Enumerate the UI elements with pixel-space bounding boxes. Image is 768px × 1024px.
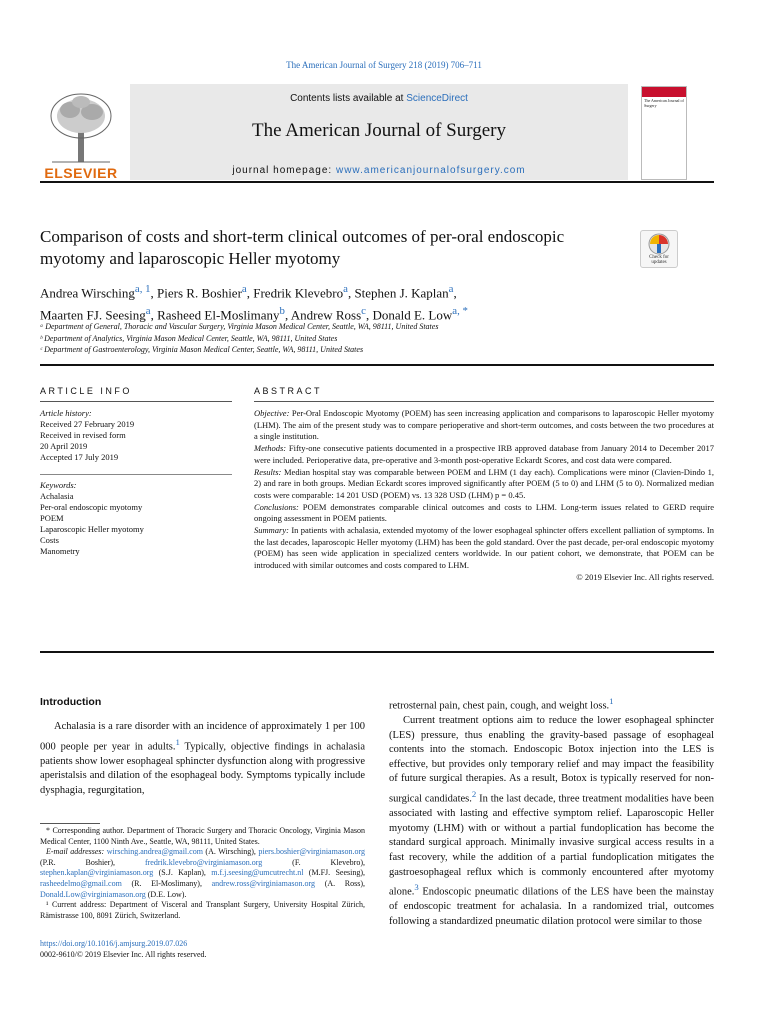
doi-link[interactable]: https://doi.org/10.1016/j.amjsurg.2019.07.026: [40, 939, 188, 948]
journal-title: The American Journal of Surgery: [252, 120, 506, 141]
email-owner: (F. Klevebro),: [262, 857, 365, 867]
body-column-right: [389, 694, 714, 929]
email-link[interactable]: fredrik.klevebro@virginiamason.org: [144, 857, 263, 867]
abstract-text: In patients with achalasia, extended myotomy of the lower esophageal sphincter offers excellent palliation of symptoms. In the last decades, laparoscopic Heller myotomy (LHM) has been the gold standard. Over the past decade, per-oral endoscopic myotomy (POEM) has seen wide application in specialized centers worldwide. In our patient cohort, we demonstrate, that POEM can be introduced with similar outcomes and costs compared to LHM.: [254, 525, 714, 571]
title-rule: [40, 364, 714, 366]
email-addresses: [40, 847, 365, 900]
author-affiliation-mark[interactable]: a: [241, 283, 247, 295]
footnote-rule: [40, 823, 100, 824]
keyword: Costs: [40, 535, 59, 545]
reference-link[interactable]: 2: [471, 789, 477, 800]
author-affiliation-mark[interactable]: a, *: [452, 305, 468, 318]
author-name[interactable]: Stephen J. Kaplan: [354, 285, 449, 301]
footnotes: [40, 826, 365, 921]
body-text: Typically, objective findings in achalasia patients show lower esophageal sphincter dysfunction along with progressive aperistalsis and dilation of the esophageal body. Symptoms typically include dysphagia, regurgitation,: [40, 741, 365, 796]
author-name[interactable]: Maarten FJ. Seesing: [40, 307, 146, 323]
abstract-rule: [254, 401, 714, 402]
keywords: [40, 480, 232, 557]
corresponding-author-note: * Corresponding author. Department of Thoracic Surgery and Thoracic Oncology, Virginia Mason Medical Center, 1100 Ninth Ave., Seattle, WA, 98111, United States.: [40, 826, 365, 846]
author-affiliation-mark[interactable]: c: [361, 305, 366, 318]
body-paragraph: [389, 694, 714, 714]
email-link[interactable]: wirsching.andrea@gmail.com: [106, 847, 203, 857]
email-link[interactable]: piers.boshier@virginiamason.org: [258, 847, 366, 857]
crossmark-label: Check for updates: [649, 255, 669, 265]
history-item: Received 27 February 2019: [40, 419, 135, 429]
email-owner: (S.J. Kaplan),: [153, 868, 212, 878]
email-label: E-mail addresses:: [46, 847, 105, 857]
elsevier-wordmark: ELSEVIER: [44, 165, 118, 181]
email-owner: (A. Wirsching),: [202, 847, 259, 857]
author-affiliation-mark[interactable]: a, 1: [134, 283, 151, 295]
author-affiliation-mark[interactable]: a: [448, 283, 454, 295]
abstract-text: Fifty-one consecutive patients documented in a prospective IRB approved database from January 2014 to December 2017 were included. Perioperative data, pre-operative and 3-month post-operative Eckardt Scores, and cost data were compared.: [254, 443, 714, 465]
author-name[interactable]: Andrew Ross: [290, 307, 362, 323]
reference-link[interactable]: 3: [414, 882, 419, 893]
abstract-label: Objective:: [254, 408, 290, 418]
homepage-link[interactable]: www.americanjournalofsurgery.com: [335, 165, 526, 176]
homepage-prefix: journal homepage:: [232, 165, 336, 176]
body-text: retrosternal pain, chest pain, cough, and weight loss.: [389, 700, 610, 712]
body-text: Endoscopic pneumatic dilations of the LES have been the mainstay of endoscopic treatment for achalasia. In a randomized trial, outcomes following a standardized pneumatic dilation protocol were similar to those: [389, 886, 714, 927]
author-list: Andrea Wirsching$^{a, 1}$, Piers R. Boshier$^a$, Fredrik Klevebro$^a$, Stephen J. Kaplan$^a$, Maarten FJ. Seesing$^a$, Rasheed El-Moslimany$^b$, Andrew Ross$^c$, Donald E. Low$^{a, *}$: [40, 283, 468, 323]
email-link[interactable]: m.f.j.seesing@umcutrecht.nl: [211, 868, 304, 878]
abstract-heading: ABSTRACT: [254, 386, 323, 396]
affiliations: [40, 321, 720, 356]
affiliation-c: ᶜ Department of Gastroenterology, Virginia Mason Medical Center, Seattle, WA, 98111, United States: [40, 345, 364, 354]
author-affiliation-mark[interactable]: a: [145, 305, 151, 318]
article-info-rule: [40, 401, 232, 402]
email-link[interactable]: Donald.Low@virginiamason.org: [40, 889, 146, 899]
crossmark-icon: [641, 231, 677, 257]
check-for-updates-button[interactable]: [640, 230, 678, 268]
abstract-text: POEM demonstrates comparable clinical outcomes and costs to LHM. Long-term issues related to GERD require ongoing assessment in POEM patients.: [254, 501, 714, 524]
doi-block: [40, 938, 207, 960]
email-owner: (D.E. Low).: [145, 889, 187, 899]
header-rule: [40, 181, 714, 183]
author-name[interactable]: Rasheed El-Moslimany: [157, 307, 280, 323]
body-column-left: [40, 720, 365, 798]
reference-link[interactable]: 1: [175, 736, 180, 747]
abstract-results: [254, 467, 714, 502]
author-affiliation-mark[interactable]: b: [279, 305, 285, 318]
email-owner: (R. El-Moslimany),: [121, 878, 212, 888]
email-owner: (P.R. Boshier),: [40, 857, 145, 867]
body-paragraph: [389, 714, 714, 929]
current-address-note: ¹ Current address: Department of Visceral and Transplant Surgery, University Hospital Zürich, Rämistrasse 100, 8091 Zürich, Switzerland.: [40, 900, 365, 920]
body-text: In the last decade, three treatment modalities have been associated with lasting and effective symptom relief. Laparoscopic Heller myotomy (LHM) with or without a partial fundoplication has become the standard surgical approach. Minimally invasive surgical access results in a fast recovery, while the addition of a partial fundoplication mitigates the gastroesophageal reflux which is commonly encountered after myotomy alone.: [389, 793, 714, 898]
abstract-summary: [254, 525, 714, 572]
affiliation-b: ᵇ Department of Analytics, Virginia Mason Medical Center, Seattle, WA, 98111, United States: [40, 333, 338, 343]
abstract-label: Conclusions:: [254, 501, 299, 512]
journal-citation[interactable]: The American Journal of Surgery 218 (2019) 706–711: [286, 60, 482, 70]
article-history: [40, 408, 232, 463]
keyword: Per-oral endoscopic myotomy: [40, 502, 143, 512]
email-owner: (A. Ross),: [315, 878, 365, 888]
abstract-label: Results:: [254, 466, 282, 477]
abstract-label: Summary:: [254, 525, 289, 536]
keyword: POEM: [40, 513, 64, 523]
history-item: 20 April 2019: [40, 441, 88, 451]
abstract-body: [254, 408, 714, 584]
cover-title: The American Journal of Surgery: [644, 98, 684, 108]
abstract-copyright: © 2019 Elsevier Inc. All rights reserved.: [576, 571, 714, 582]
cover-band: [642, 87, 686, 97]
history-label: Article history:: [40, 408, 92, 418]
author-name[interactable]: Donald E. Low: [372, 307, 453, 323]
keyword: Achalasia: [40, 491, 74, 501]
journal-homepage: [130, 165, 628, 176]
abstract-objective: [254, 408, 714, 443]
author-affiliation-mark[interactable]: a: [343, 283, 348, 295]
body-text: Current treatment options aim to reduce the lower esophageal sphincter (LES) pressure, thus enabling the gravity-based passage of esophageal contents into the stomach. Endoscopic Botox injection into the LES is effective, but provides only temporary relief and may impact the feasibility of future surgical therapies. As a result, Botox is typically reserved for non-surgical candidates.: [389, 715, 714, 805]
email-owner: (M.FJ. Seesing),: [303, 868, 365, 878]
keyword: Manometry: [40, 546, 80, 556]
body-paragraph: [40, 720, 365, 798]
keyword: Laparoscopic Heller myotomy: [40, 524, 144, 534]
abstract-methods: [254, 443, 714, 466]
history-item: Accepted 17 July 2019: [40, 452, 119, 462]
contents-line: [130, 93, 628, 104]
author-name[interactable]: Andrea Wirsching: [40, 285, 135, 301]
sciencedirect-link[interactable]: ScienceDirect: [406, 93, 468, 104]
email-link[interactable]: stephen.kaplan@virginiamason.org: [40, 868, 154, 878]
email-link[interactable]: andrew.ross@virginiamason.org: [211, 878, 316, 888]
email-link[interactable]: rasheedelmo@gmail.com: [40, 878, 122, 888]
abstract-label: Methods:: [254, 443, 287, 454]
abstract-conclusions: [254, 502, 714, 525]
author-name[interactable]: Piers R. Boshier: [157, 285, 242, 301]
issn-line: 0002-9610/© 2019 Elsevier Inc. All rights reserved.: [40, 950, 207, 959]
keywords-label: Keywords:: [40, 480, 77, 490]
keywords-rule: [40, 474, 232, 475]
article-info-heading: ARTICLE INFO: [40, 386, 132, 396]
introduction-heading: Introduction: [40, 696, 102, 708]
body-text: Achalasia is a rare disorder with an incidence of approximately 1 per 100 000 people per year in adults.: [40, 721, 365, 753]
reference-link[interactable]: 1: [609, 696, 614, 706]
abstract-text: Per-Oral Endoscopic Myotomy (POEM) has seen increasing application and comparisons to laparoscopic Heller myotomy (LHM). The aim of the present study was to compare perioperative and short-term outcomes, and costs between the two procedures at a single institution.: [254, 408, 714, 442]
affiliation-a: ᵃ Department of General, Thoracic and Vascular Surgery, Virginia Mason Medical Center, Seattle, WA, 98111, United States: [40, 322, 439, 331]
author-name[interactable]: Fredrik Klevebro: [253, 285, 344, 301]
article-title: Comparison of costs and short-term clinical outcomes of per-oral endoscopic myotomy and laparoscopic Heller myotomy: [40, 227, 565, 268]
history-item: Received in revised form: [40, 430, 126, 440]
abstract-bottom-rule: [40, 651, 714, 653]
contents-prefix: Contents lists available at: [290, 93, 407, 104]
abstract-text: Median hospital stay was comparable between POEM and LHM (1 day each). Complications were minor (Clavien-Dindo 1, 2) and rare in both groups. Median Eckardt scores improved significantly after POEM (5 to 0) and LHM (5 to 0). Normalized median costs were comparable: 14 201 USD (POEM) vs. 13 328 USD (LHM) p = 0.45.: [254, 466, 714, 500]
journal-cover-thumbnail[interactable]: [641, 86, 687, 180]
